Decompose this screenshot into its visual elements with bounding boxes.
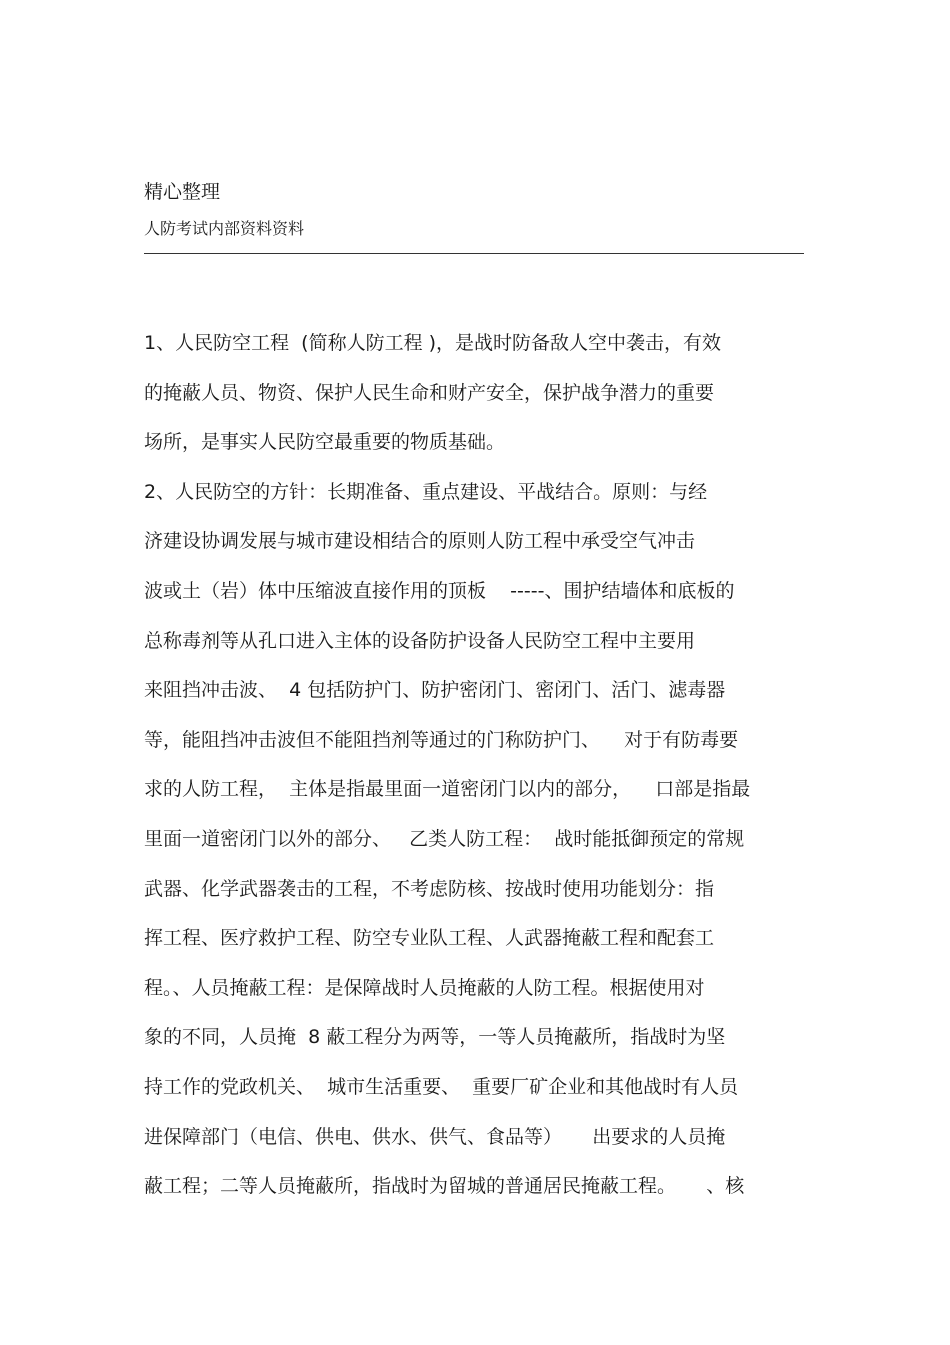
text-line: 进保障部门（电信、供电、供水、供气、食品等） 出要求的人员掩 <box>144 1125 726 1148</box>
text-line: 的掩蔽人员、物资、保护人民生命和财产安全，保护战争潜力的重要 <box>144 381 715 404</box>
text-line: 持工作的党政机关、 城市生活重要、 重要厂矿企业和其他战时有人员 <box>144 1075 739 1098</box>
text-line: 挥工程、医疗救护工程、防空专业队工程、人武器掩蔽工程和配套工 <box>144 927 715 950</box>
text-line: 武器、化学武器袭击的工程，不考虑防核、按战时使用功能划分：指 <box>144 877 715 900</box>
text-line: 总称毒剂等从孔口进入主体的设备防护设备人民防空工程中主要用 <box>144 629 696 652</box>
text-line: 来阻挡冲击波、 4 包括防护门、防护密闭门、密闭门、活门、滤毒器 <box>144 679 726 702</box>
text-line: 2、人民防空的方针：长期准备、重点建设、平战结合。原则：与经 <box>144 480 708 503</box>
text-line: 里面一道密闭门以外的部分、 乙类人防工程： 战时能抵御预定的常规 <box>144 827 745 850</box>
text-line: 济建设协调发展与城市建设相结合的原则人防工程中承受空气冲击 <box>144 530 696 553</box>
text-line: 求的人防工程， 主体是指最里面一道密闭门以内的部分， 口部是指最 <box>144 778 751 801</box>
body-text <box>144 326 816 1219</box>
header-title: 精心整理 <box>144 181 221 203</box>
text-line: 波或土（岩）体中压缩波直接作用的顶板 -----、围护结墙体和底板的 <box>144 579 735 602</box>
text-line: 象的不同，人员掩 8 蔽工程分为两等，一等人员掩蔽所，指战时为坚 <box>144 1026 726 1049</box>
header-subtitle: 人防考试内部资料资料 <box>144 219 305 238</box>
text-line: 等，能阻挡冲击波但不能阻挡剂等通过的门称防护门、 对于有防毒要 <box>144 728 739 751</box>
text-line: 蔽工程；二等人员掩蔽所，指战时为留城的普通居民掩蔽工程。 、核 <box>144 1175 745 1198</box>
header-divider <box>144 253 804 254</box>
text-line: 场所，是事实人民防空最重要的物质基础。 <box>144 431 506 454</box>
text-line: 程。、人员掩蔽工程：是保障战时人员掩蔽的人防工程。根据使用对 <box>144 976 705 999</box>
text-line: 1、人民防空工程 (简称人防工程 )，是战时防备敌人空中袭击，有效 <box>144 332 722 354</box>
